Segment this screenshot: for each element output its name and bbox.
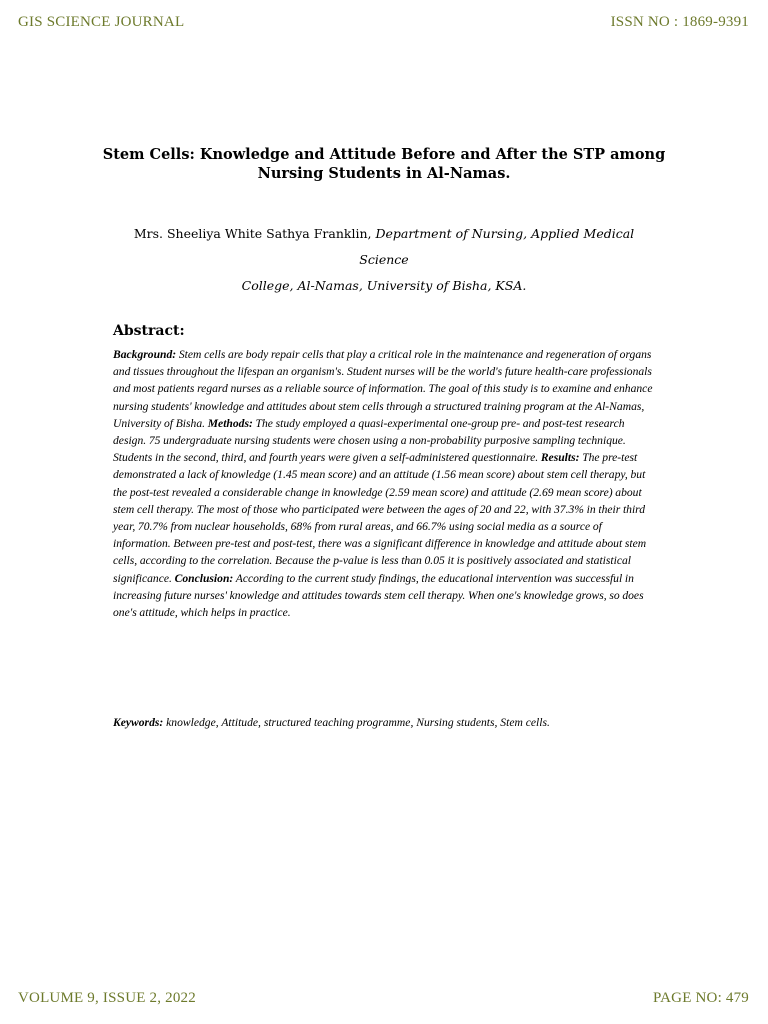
- journal-name: GIS SCIENCE JOURNAL: [18, 14, 185, 30]
- author-line-2: [110, 273, 658, 299]
- methods-text: The study employed a quasi-experimental one-group pre- and post-test research design. 75 undergraduate nursing students were chosen using a non-probability purposive sampling technique. Students in the second, third, and fourth years were given a self-administered questionnaire.: [113, 416, 626, 465]
- page-header: [18, 14, 749, 31]
- conclusion-text: According to the current study findings, the educational intervention was successful in increasing future nurses' knowledge and attitudes towards stem cell therapy. When one's knowledge grows, so does one's attitude, which helps in practice.: [113, 571, 644, 620]
- author-block: [110, 221, 658, 299]
- methods-label: Methods:: [207, 416, 253, 430]
- conclusion-label: Conclusion:: [174, 571, 234, 585]
- author-line-1: [110, 221, 658, 273]
- results-text: The pre-test demonstrated a lack of knowledge (1.45 mean score) and an attitude (1.56 mean score) about stem cell therapy, but the post-test revealed a considerable change in knowledge (2.59 mean score) and attitude (2.69 mean score) about stem cell therapy. The most of those who participated were between the ages of 20 and 22, with 37.3% in their third year, 70.7% from nuclear households, 68% from rural areas, and 66.7% using social media as a source of information. Between pre-test and post-test, there was a significant difference in knowledge and attitude about stem cells, according to the correlation. Because the p-value is less than 0.05 it is positively associated and statistical significance.: [113, 451, 647, 585]
- volume-issue: VOLUME 9, ISSUE 2, 2022: [18, 990, 196, 1006]
- author-name: Mrs. Sheeliya White Sathya Franklin,: [133, 226, 372, 241]
- keywords-line: [113, 714, 673, 731]
- background-text: Stem cells are body repair cells that play a critical role in the maintenance and regeneration of organs and tissues throughout the lifespan an organism's. Student nurses will be the world's future health-care professionals and most patients regard nurses as a reliable source of information. The goal of this study is to examine and enhance nursing students' knowledge and attitudes about stem cells through a structured training program at the Al-Namas, University of Bisha.: [113, 348, 653, 430]
- paper-title: [90, 145, 678, 183]
- title-line-1: Stem Cells: Knowledge and Attitude Before and After the STP among: [102, 146, 666, 163]
- issn-number: ISSN NO : 1869-9391: [610, 14, 749, 30]
- page-number: PAGE NO: 479: [652, 990, 749, 1006]
- abstract-body: [113, 346, 658, 621]
- results-label: Results:: [540, 451, 580, 465]
- title-line-2: Nursing Students in Al-Namas.: [257, 165, 511, 182]
- keywords-text: knowledge, Attitude, structured teaching programme, Nursing students, Stem cells.: [166, 716, 550, 729]
- author-affiliation-2: College, Al-Namas, University of Bisha, KSA.: [241, 278, 527, 293]
- keywords-label: Keywords:: [113, 716, 164, 729]
- page-footer: [18, 990, 749, 1007]
- abstract-heading: Abstract:: [113, 323, 185, 339]
- background-label: Background:: [113, 348, 177, 361]
- author-affiliation-1: Department of Nursing, Applied Medical Science: [359, 226, 635, 267]
